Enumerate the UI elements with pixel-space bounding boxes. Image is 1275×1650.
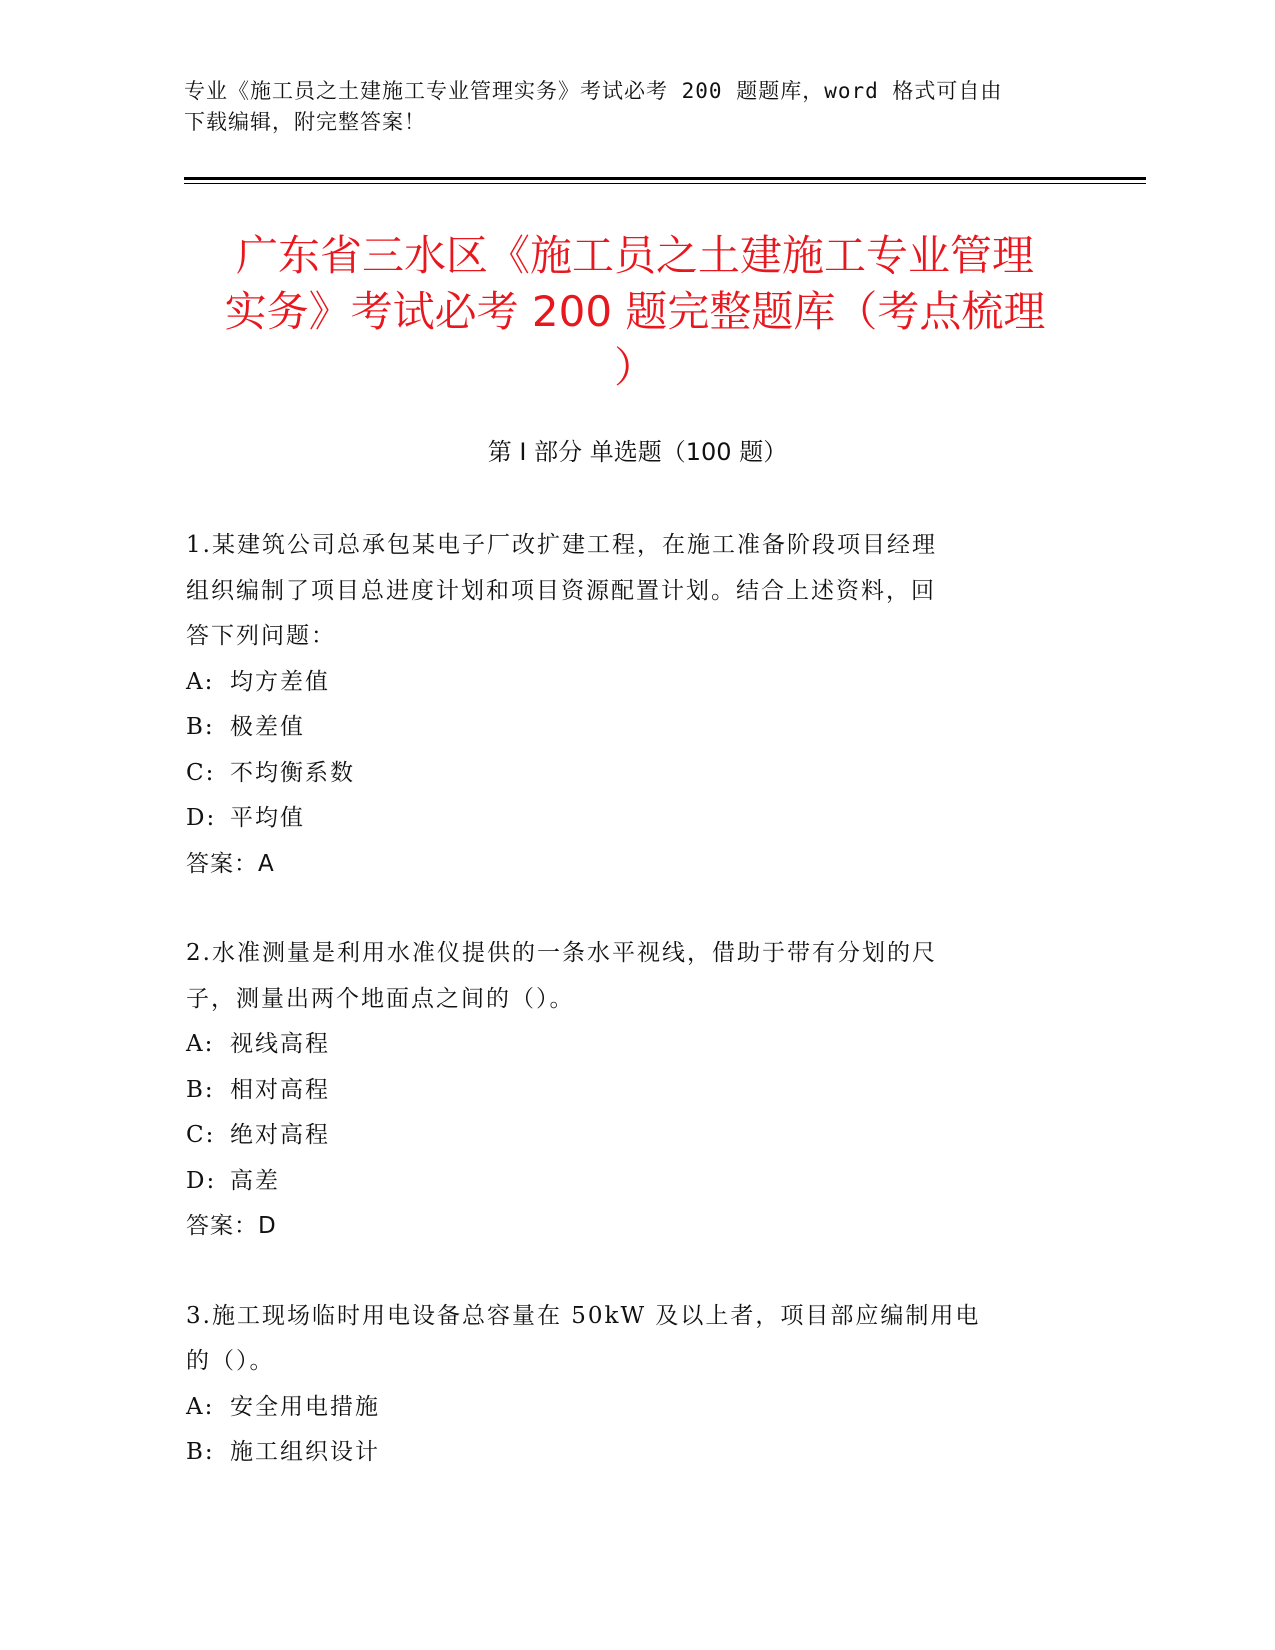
option-letter: C:	[186, 1122, 216, 1148]
intro-text	[184, 76, 1084, 138]
option-text: 极差值	[230, 714, 305, 740]
question-stem-line: 组织编制了项目总进度计划和项目资源配置计划。结合上述资料，回	[186, 577, 936, 604]
document-title	[190, 228, 1080, 396]
question-stem-line: 的（）。	[186, 1348, 275, 1374]
option-text: 平均值	[230, 805, 305, 831]
option-letter: C:	[186, 759, 216, 786]
title-line: ）	[613, 343, 656, 392]
option-d	[186, 1159, 1076, 1205]
answer-line: 答案：A	[186, 850, 275, 877]
option-b	[186, 1068, 1076, 1114]
question-stem-line: 答下列问题：	[186, 623, 336, 649]
header-divider-thin	[184, 183, 1146, 184]
option-text: 高差	[230, 1167, 280, 1194]
title-line: 广东省三水区《施工员之土建施工专业管理	[235, 231, 1034, 280]
intro-line: 专业《施工员之土建施工专业管理实务》考试必考 200 题题库，word 格式可自由	[184, 79, 1003, 103]
question-stem-line: 2.水准测量是利用水准仪提供的一条水平视线，借助于带有分划的尺	[186, 940, 937, 966]
option-letter: A:	[186, 668, 215, 695]
option-letter: D:	[186, 1167, 217, 1194]
option-letter: B:	[186, 1076, 215, 1103]
question-stem-line: 1.某建筑公司总承包某电子厂改扩建工程，在施工准备阶段项目经理	[186, 532, 937, 558]
question-list	[186, 523, 1076, 1520]
intro-line: 下载编辑，附完整答案！	[184, 110, 426, 134]
option-letter: A:	[186, 1031, 215, 1057]
question-1	[186, 523, 1076, 887]
question-3	[186, 1294, 1076, 1476]
option-text: 均方差值	[230, 668, 330, 695]
option-d	[186, 796, 1076, 842]
option-text: 施工组织设计	[230, 1439, 380, 1465]
option-letter: B:	[186, 714, 215, 740]
option-a	[186, 1022, 1076, 1068]
question-stem-line: 3.施工现场临时用电设备总容量在 50kW 及以上者，项目部应编制用电	[186, 1302, 981, 1329]
option-text: 安全用电措施	[230, 1393, 380, 1420]
question-stem-line: 子，测量出两个地面点之间的（）。	[186, 985, 575, 1012]
option-b	[186, 1430, 1076, 1476]
option-c	[186, 1113, 1076, 1159]
title-line: 实务》考试必考 200 题完整题库（考点梳理	[224, 287, 1046, 336]
option-c	[186, 751, 1076, 797]
option-b	[186, 705, 1076, 751]
option-letter: D:	[186, 805, 217, 831]
option-text: 相对高程	[230, 1076, 330, 1103]
question-2	[186, 931, 1076, 1250]
section-title: 第 I 部分 单选题（100 题）	[487, 438, 788, 466]
header-divider-thick	[184, 177, 1146, 180]
option-letter: B:	[186, 1439, 215, 1465]
option-text: 绝对高程	[230, 1122, 330, 1148]
option-text: 视线高程	[230, 1031, 330, 1057]
option-a	[186, 660, 1076, 706]
option-text: 不均衡系数	[230, 759, 355, 786]
answer-line: 答案：D	[186, 1213, 277, 1239]
option-letter: A:	[186, 1393, 215, 1420]
option-a	[186, 1385, 1076, 1431]
